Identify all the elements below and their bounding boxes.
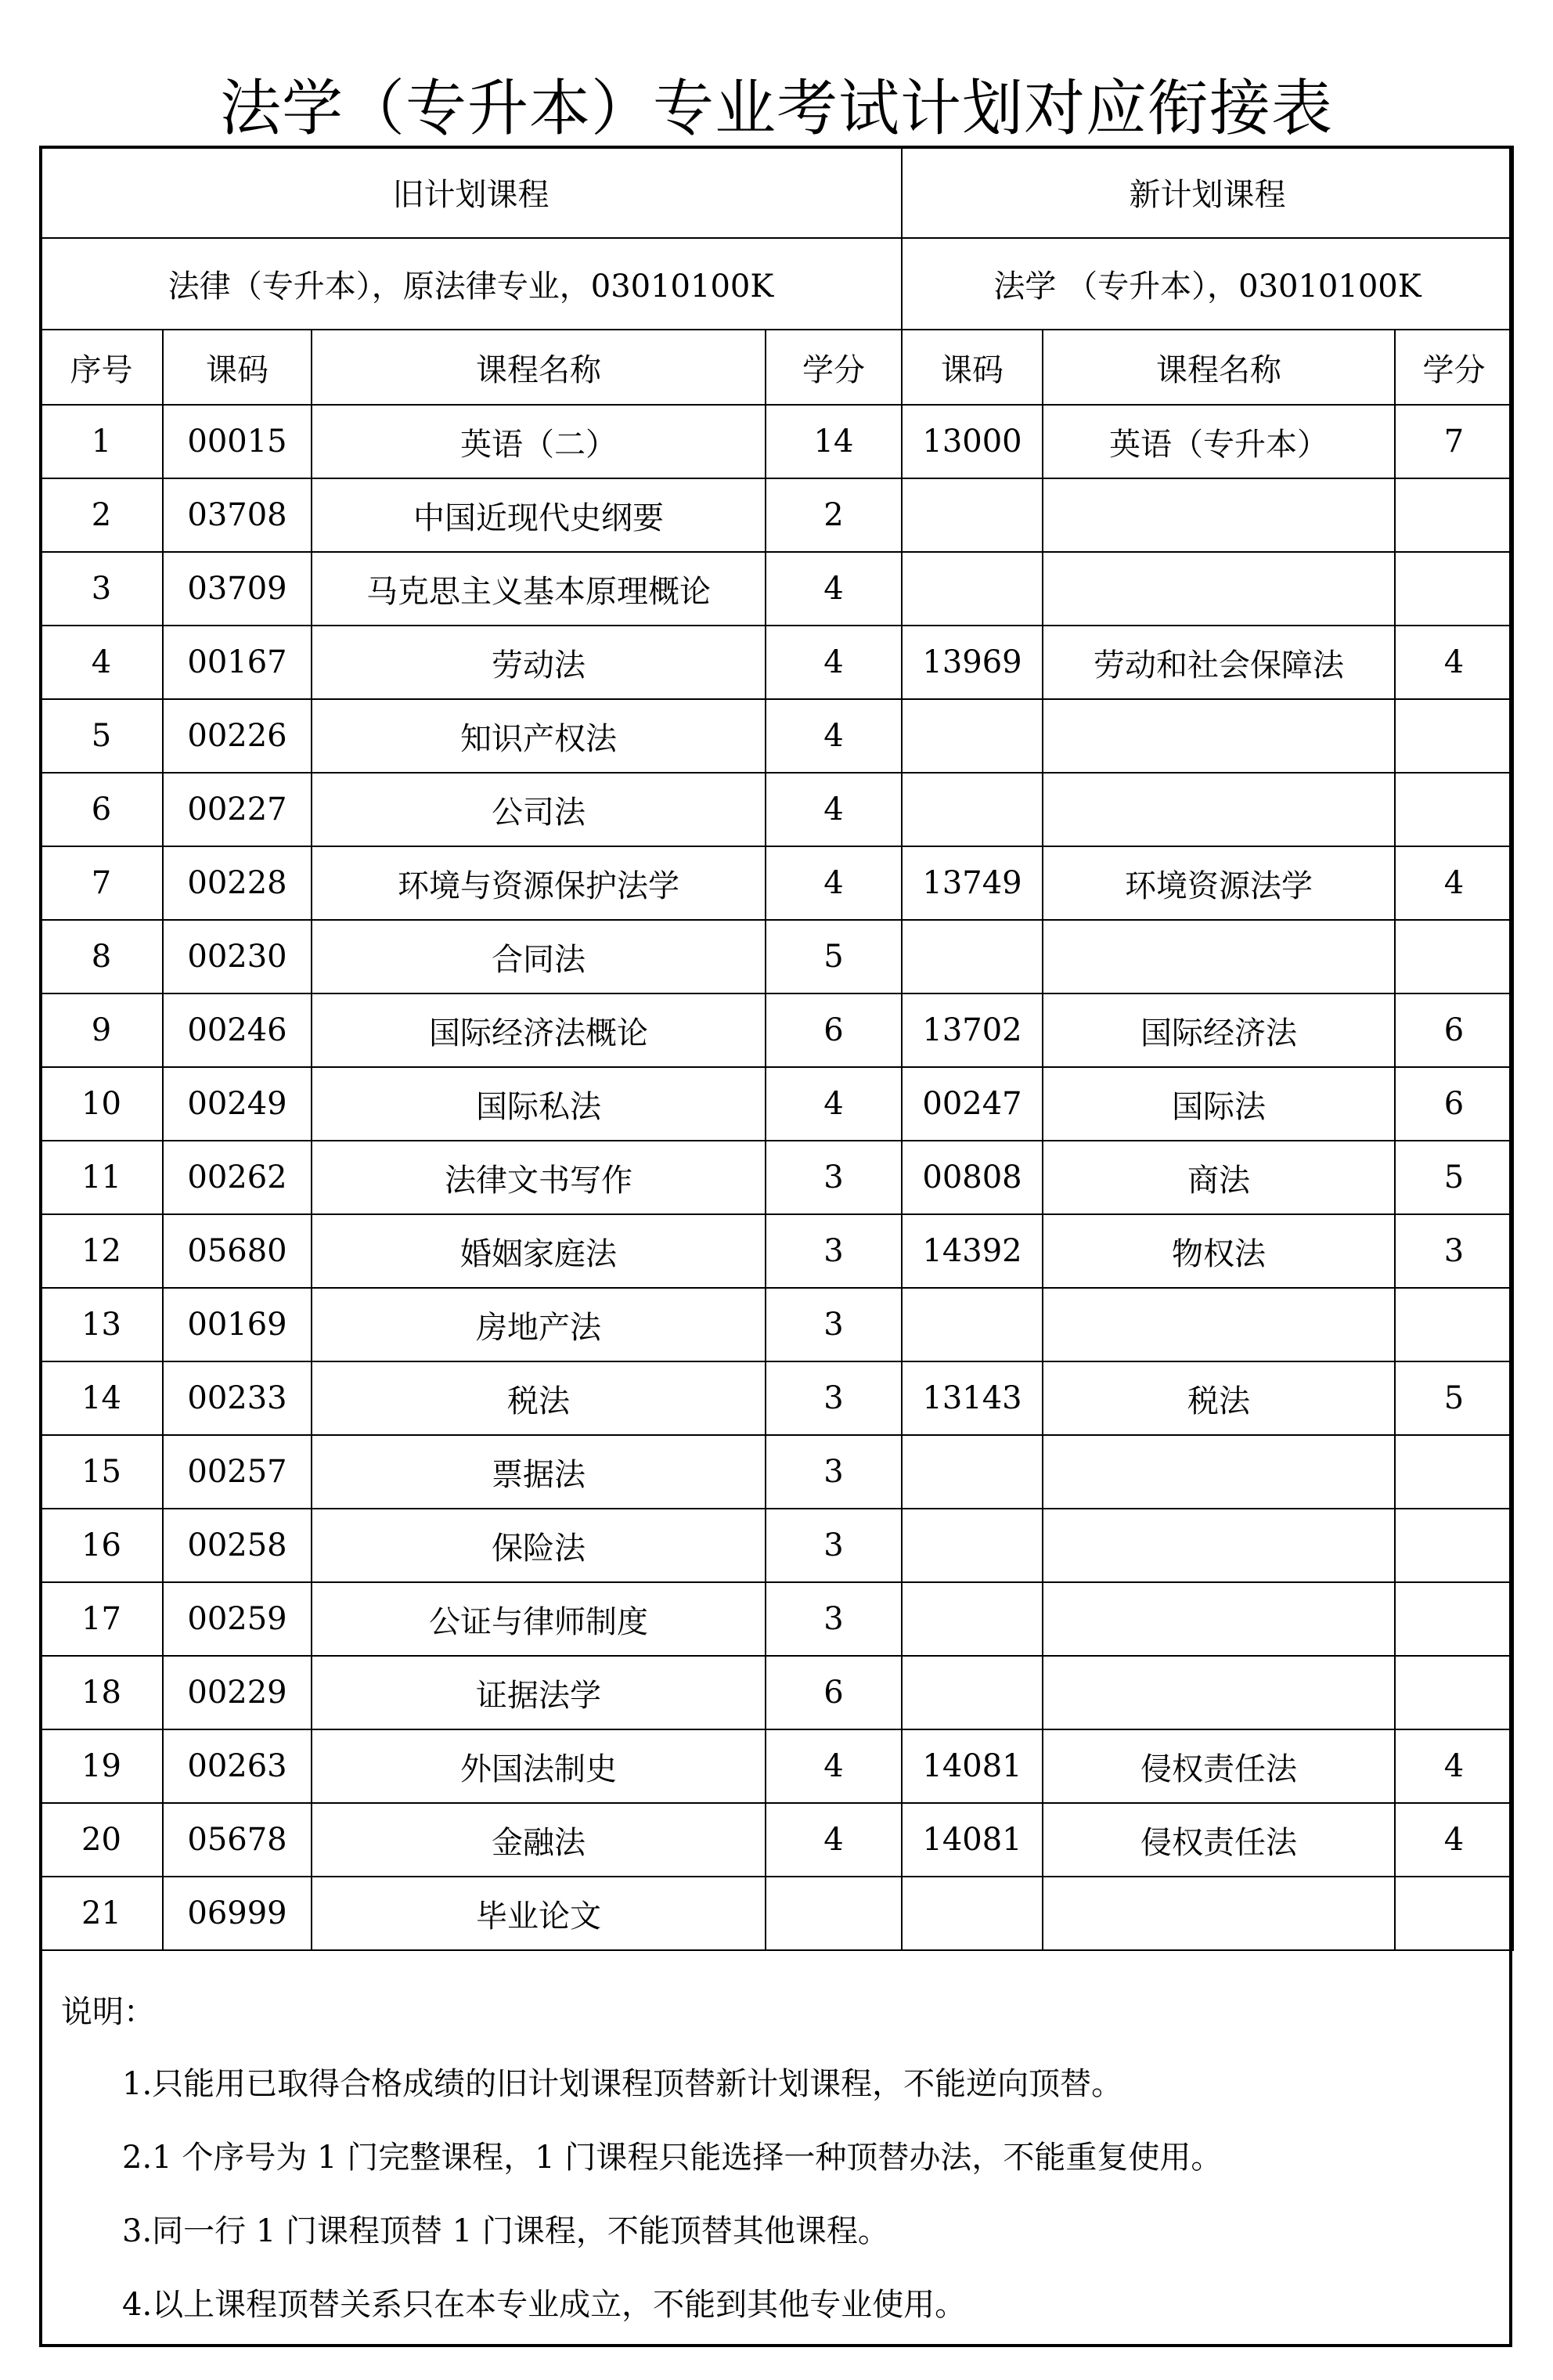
- col-new-credit: 学分: [1395, 330, 1513, 405]
- new-credit-cell: [1395, 1582, 1513, 1656]
- old-code-cell: 00262: [163, 1141, 312, 1214]
- new-code-cell: [902, 1435, 1043, 1509]
- old-code-cell: 00263: [163, 1729, 312, 1803]
- old-name-cell: 法律文书写作: [312, 1141, 766, 1214]
- new-plan-header: 新计划课程: [902, 146, 1513, 238]
- seq-cell: 8: [40, 920, 163, 993]
- table-row: [40, 1361, 1513, 1435]
- new-credit-cell: 7: [1395, 405, 1513, 478]
- new-credit-cell: [1395, 1509, 1513, 1582]
- new-code-cell: [902, 699, 1043, 773]
- new-name-cell: 商法: [1043, 1141, 1395, 1214]
- new-credit-cell: [1395, 1656, 1513, 1729]
- old-name-cell: 公证与律师制度: [312, 1582, 766, 1656]
- table-row: [40, 1288, 1513, 1361]
- old-code-cell: 00226: [163, 699, 312, 773]
- old-credit-cell: 4: [766, 552, 902, 626]
- old-name-cell: 保险法: [312, 1509, 766, 1582]
- new-code-cell: 13702: [902, 993, 1043, 1067]
- new-name-cell: 物权法: [1043, 1214, 1395, 1288]
- old-code-cell: 03708: [163, 478, 312, 552]
- table-row: [40, 920, 1513, 993]
- old-name-cell: 知识产权法: [312, 699, 766, 773]
- new-code-cell: 13143: [902, 1361, 1043, 1435]
- old-credit-cell: 14: [766, 405, 902, 478]
- old-credit-cell: 3: [766, 1582, 902, 1656]
- column-header-row: [40, 330, 1513, 405]
- new-name-cell: [1043, 1288, 1395, 1361]
- new-code-cell: [902, 1582, 1043, 1656]
- notes-heading: 说明：: [61, 1994, 155, 2030]
- new-name-cell: [1043, 1582, 1395, 1656]
- seq-cell: 12: [40, 1214, 163, 1288]
- new-major-label: 法学 （专升本），03010100K: [902, 238, 1513, 330]
- old-name-cell: 劳动法: [312, 626, 766, 699]
- note-item: 2.1 个序号为 1 门完整课程，1 门课程只能选择一种顶替办法，不能重复使用。: [122, 2140, 1223, 2176]
- new-name-cell: [1043, 920, 1395, 993]
- new-credit-cell: 6: [1395, 993, 1513, 1067]
- old-code-cell: 03709: [163, 552, 312, 626]
- new-name-cell: [1043, 478, 1395, 552]
- old-code-cell: 06999: [163, 1877, 312, 1950]
- note-item: 4.以上课程顶替关系只在本专业成立，不能到其他专业使用。: [122, 2287, 967, 2323]
- old-code-cell: 00233: [163, 1361, 312, 1435]
- old-credit-cell: 3: [766, 1288, 902, 1361]
- new-code-cell: 00247: [902, 1067, 1043, 1141]
- old-code-cell: 00167: [163, 626, 312, 699]
- old-credit-cell: 3: [766, 1435, 902, 1509]
- old-credit-cell: 4: [766, 626, 902, 699]
- new-name-cell: [1043, 1656, 1395, 1729]
- new-code-cell: [902, 1288, 1043, 1361]
- col-new-code: 课码: [902, 330, 1043, 405]
- old-name-cell: 房地产法: [312, 1288, 766, 1361]
- new-credit-cell: 5: [1395, 1141, 1513, 1214]
- new-credit-cell: [1395, 1435, 1513, 1509]
- seq-cell: 13: [40, 1288, 163, 1361]
- old-credit-cell: 3: [766, 1361, 902, 1435]
- seq-cell: 21: [40, 1877, 163, 1950]
- new-name-cell: 环境资源法学: [1043, 846, 1395, 920]
- table-row: [40, 846, 1513, 920]
- plan-header-row: [40, 146, 1513, 238]
- old-name-cell: 外国法制史: [312, 1729, 766, 1803]
- old-code-cell: 00227: [163, 773, 312, 846]
- notes-section: [39, 1973, 1512, 2347]
- old-credit-cell: 4: [766, 1803, 902, 1877]
- seq-cell: 16: [40, 1509, 163, 1582]
- table-row: [40, 1214, 1513, 1288]
- new-credit-cell: 5: [1395, 1361, 1513, 1435]
- table-row: [40, 1067, 1513, 1141]
- old-name-cell: 票据法: [312, 1435, 766, 1509]
- new-credit-cell: 4: [1395, 846, 1513, 920]
- table-row: [40, 1582, 1513, 1656]
- old-name-cell: 婚姻家庭法: [312, 1214, 766, 1288]
- new-name-cell: [1043, 699, 1395, 773]
- new-name-cell: [1043, 773, 1395, 846]
- col-seq: 序号: [40, 330, 163, 405]
- old-name-cell: 英语（二）: [312, 405, 766, 478]
- new-name-cell: 侵权责任法: [1043, 1729, 1395, 1803]
- new-code-cell: 14081: [902, 1803, 1043, 1877]
- seq-cell: 6: [40, 773, 163, 846]
- old-code-cell: 00169: [163, 1288, 312, 1361]
- seq-cell: 4: [40, 626, 163, 699]
- new-name-cell: 侵权责任法: [1043, 1803, 1395, 1877]
- new-name-cell: 国际法: [1043, 1067, 1395, 1141]
- seq-cell: 19: [40, 1729, 163, 1803]
- table-row: [40, 552, 1513, 626]
- old-name-cell: 金融法: [312, 1803, 766, 1877]
- table-row: [40, 1509, 1513, 1582]
- new-name-cell: [1043, 1877, 1395, 1950]
- old-credit-cell: 5: [766, 920, 902, 993]
- new-credit-cell: [1395, 478, 1513, 552]
- new-code-cell: [902, 478, 1043, 552]
- old-credit-cell: 6: [766, 1656, 902, 1729]
- old-credit-cell: 4: [766, 699, 902, 773]
- old-code-cell: 00258: [163, 1509, 312, 1582]
- old-name-cell: 证据法学: [312, 1656, 766, 1729]
- seq-cell: 2: [40, 478, 163, 552]
- new-credit-cell: 4: [1395, 626, 1513, 699]
- old-credit-cell: 3: [766, 1141, 902, 1214]
- new-credit-cell: 4: [1395, 1803, 1513, 1877]
- new-code-cell: 14392: [902, 1214, 1043, 1288]
- seq-cell: 17: [40, 1582, 163, 1656]
- old-credit-cell: 4: [766, 773, 902, 846]
- new-code-cell: [902, 552, 1043, 626]
- old-code-cell: 05678: [163, 1803, 312, 1877]
- old-name-cell: 中国近现代史纲要: [312, 478, 766, 552]
- old-major-label: 法律（专升本），原法律专业，03010100K: [40, 238, 902, 330]
- table-row: [40, 1435, 1513, 1509]
- new-code-cell: [902, 920, 1043, 993]
- page-title: 法学（专升本）专业考试计划对应衔接表: [219, 74, 1333, 144]
- new-credit-cell: [1395, 699, 1513, 773]
- old-name-cell: 公司法: [312, 773, 766, 846]
- old-code-cell: 00015: [163, 405, 312, 478]
- old-name-cell: 国际私法: [312, 1067, 766, 1141]
- old-code-cell: 00257: [163, 1435, 312, 1509]
- old-code-cell: 00230: [163, 920, 312, 993]
- new-credit-cell: 3: [1395, 1214, 1513, 1288]
- old-code-cell: 05680: [163, 1214, 312, 1288]
- seq-cell: 3: [40, 552, 163, 626]
- seq-cell: 5: [40, 699, 163, 773]
- new-name-cell: [1043, 1509, 1395, 1582]
- table-row: [40, 1656, 1513, 1729]
- old-credit-cell: [766, 1877, 902, 1950]
- new-credit-cell: 4: [1395, 1729, 1513, 1803]
- table-row: [40, 1729, 1513, 1803]
- seq-cell: 7: [40, 846, 163, 920]
- new-code-cell: [902, 1656, 1043, 1729]
- old-name-cell: 马克思主义基本原理概论: [312, 552, 766, 626]
- new-name-cell: 英语（专升本）: [1043, 405, 1395, 478]
- old-name-cell: 国际经济法概论: [312, 993, 766, 1067]
- old-plan-header: 旧计划课程: [40, 146, 902, 238]
- old-code-cell: 00259: [163, 1582, 312, 1656]
- old-code-cell: 00228: [163, 846, 312, 920]
- old-credit-cell: 4: [766, 846, 902, 920]
- seq-cell: 15: [40, 1435, 163, 1509]
- old-code-cell: 00249: [163, 1067, 312, 1141]
- new-name-cell: [1043, 1435, 1395, 1509]
- new-code-cell: 13969: [902, 626, 1043, 699]
- new-name-cell: [1043, 552, 1395, 626]
- seq-cell: 20: [40, 1803, 163, 1877]
- seq-cell: 10: [40, 1067, 163, 1141]
- new-name-cell: 劳动和社会保障法: [1043, 626, 1395, 699]
- old-name-cell: 合同法: [312, 920, 766, 993]
- col-old-name: 课程名称: [312, 330, 766, 405]
- major-row: [40, 238, 1513, 330]
- new-code-cell: 14081: [902, 1729, 1043, 1803]
- seq-cell: 1: [40, 405, 163, 478]
- new-credit-cell: [1395, 552, 1513, 626]
- seq-cell: 18: [40, 1656, 163, 1729]
- new-code-cell: [902, 1877, 1043, 1950]
- new-code-cell: 13749: [902, 846, 1043, 920]
- seq-cell: 9: [40, 993, 163, 1067]
- old-credit-cell: 4: [766, 1067, 902, 1141]
- col-old-code: 课码: [163, 330, 312, 405]
- old-name-cell: 税法: [312, 1361, 766, 1435]
- new-code-cell: 13000: [902, 405, 1043, 478]
- old-code-cell: 00246: [163, 993, 312, 1067]
- new-credit-cell: [1395, 1877, 1513, 1950]
- table-row: [40, 993, 1513, 1067]
- old-code-cell: 00229: [163, 1656, 312, 1729]
- new-credit-cell: 6: [1395, 1067, 1513, 1141]
- old-credit-cell: 3: [766, 1214, 902, 1288]
- note-item: 3.同一行 1 门课程顶替 1 门课程，不能顶替其他课程。: [122, 2213, 889, 2249]
- new-credit-cell: [1395, 1288, 1513, 1361]
- old-name-cell: 毕业论文: [312, 1877, 766, 1950]
- old-credit-cell: 4: [766, 1729, 902, 1803]
- new-credit-cell: [1395, 920, 1513, 993]
- table-row: [40, 773, 1513, 846]
- old-name-cell: 环境与资源保护法学: [312, 846, 766, 920]
- col-new-name: 课程名称: [1043, 330, 1395, 405]
- table-row: [40, 405, 1513, 478]
- new-code-cell: [902, 1509, 1043, 1582]
- table-row: [40, 1141, 1513, 1214]
- table-row: [40, 1803, 1513, 1877]
- old-credit-cell: 6: [766, 993, 902, 1067]
- table-row: [40, 626, 1513, 699]
- table-row: [40, 478, 1513, 552]
- new-code-cell: 00808: [902, 1141, 1043, 1214]
- table-row: [40, 699, 1513, 773]
- old-credit-cell: 2: [766, 478, 902, 552]
- new-credit-cell: [1395, 773, 1513, 846]
- col-old-credit: 学分: [766, 330, 902, 405]
- new-code-cell: [902, 773, 1043, 846]
- seq-cell: 11: [40, 1141, 163, 1214]
- old-credit-cell: 3: [766, 1509, 902, 1582]
- course-mapping-table: [39, 146, 1514, 1951]
- seq-cell: 14: [40, 1361, 163, 1435]
- new-name-cell: 税法: [1043, 1361, 1395, 1435]
- note-item: 1.只能用已取得合格成绩的旧计划课程顶替新计划课程，不能逆向顶替。: [122, 2066, 1123, 2102]
- new-name-cell: 国际经济法: [1043, 993, 1395, 1067]
- table-row: [40, 1877, 1513, 1950]
